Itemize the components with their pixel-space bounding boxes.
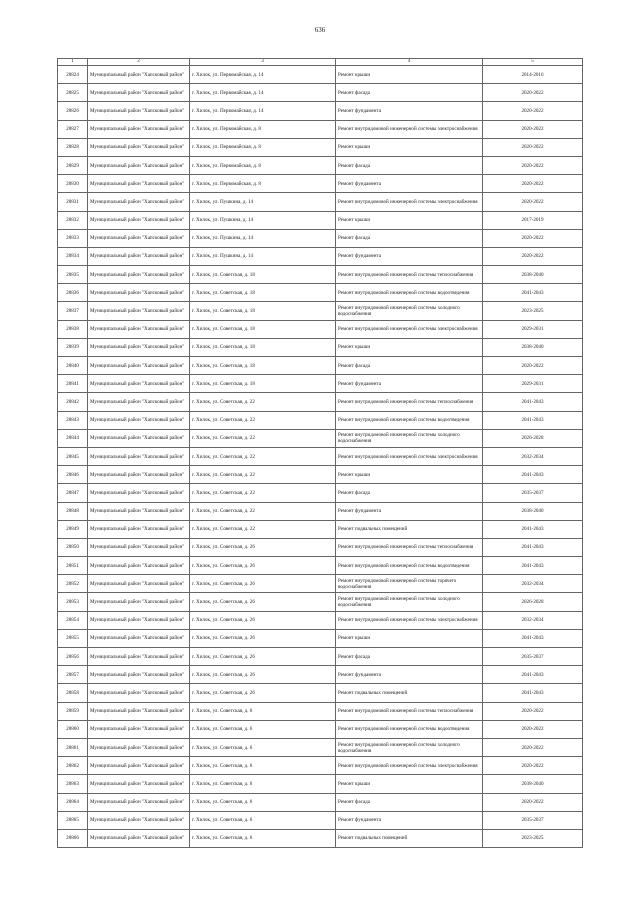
district-cell: Муниципальный район "Хапсковый район" — [88, 538, 190, 556]
row-number-cell: 28847 — [58, 484, 88, 502]
column-header: 3 — [190, 59, 336, 66]
table-row — [58, 447, 583, 465]
table-row — [58, 738, 583, 756]
district-cell: Муниципальный район "Хапсковый район" — [88, 429, 190, 447]
period-cell: 2014-2016 — [483, 66, 583, 84]
period-cell: 2020-2022 — [483, 357, 583, 375]
district-cell: Муниципальный район "Хапсковый район" — [88, 411, 190, 429]
work-type-cell: Ремонт фасада — [336, 156, 483, 174]
table-row — [58, 84, 583, 102]
work-type-cell: Ремонт внутридомовой инженерной системы теплоснабжения — [336, 702, 483, 720]
period-cell: 2041-2043 — [483, 538, 583, 556]
work-type-cell: Ремонт внутридомовой инженерной системы электроснабжения — [336, 320, 483, 338]
period-cell: 2029-2031 — [483, 320, 583, 338]
district-cell: Муниципальный район "Хапсковый район" — [88, 757, 190, 775]
period-cell: 2026-2028 — [483, 593, 583, 611]
district-cell: Муниципальный район "Хапсковый район" — [88, 447, 190, 465]
district-cell: Муниципальный район "Хапсковый район" — [88, 84, 190, 102]
period-cell: 2020-2022 — [483, 84, 583, 102]
period-cell: 2017-2019 — [483, 211, 583, 229]
table-row — [58, 702, 583, 720]
work-type-cell: Ремонт фасада — [336, 357, 483, 375]
address-cell: г. Хилок, ул. Первомайская, д. 14 — [190, 84, 336, 102]
work-type-cell: Ремонт подвальных помещений — [336, 684, 483, 702]
row-number-cell: 28862 — [58, 757, 88, 775]
row-number-cell: 28841 — [58, 375, 88, 393]
district-cell: Муниципальный район "Хапсковый район" — [88, 738, 190, 756]
period-cell: 2038-2040 — [483, 266, 583, 284]
district-cell: Муниципальный район "Хапсковый район" — [88, 684, 190, 702]
district-cell: Муниципальный район "Хапсковый район" — [88, 520, 190, 538]
table-row — [58, 102, 583, 120]
row-number-cell: 28846 — [58, 466, 88, 484]
row-number-cell: 28852 — [58, 575, 88, 593]
row-number-cell: 28836 — [58, 284, 88, 302]
column-header: 2 — [88, 59, 190, 66]
table-row — [58, 629, 583, 647]
row-number-cell: 28839 — [58, 338, 88, 356]
period-cell: 2041-2043 — [483, 520, 583, 538]
table-row — [58, 611, 583, 629]
period-cell: 2023-2025 — [483, 829, 583, 847]
table-row — [58, 520, 583, 538]
table-row — [58, 829, 583, 847]
address-cell: г. Хилок, ул. Советская, д. 26 — [190, 684, 336, 702]
period-cell: 2032-2034 — [483, 575, 583, 593]
work-type-cell: Ремонт крыши — [336, 466, 483, 484]
work-type-cell: Ремонт внутридомовой инженерной системы электроснабжения — [336, 120, 483, 138]
table-row — [58, 484, 583, 502]
row-number-cell: 28856 — [58, 648, 88, 666]
address-cell: г. Хилок, ул. Советская, д. 22 — [190, 393, 336, 411]
table-row — [58, 66, 583, 84]
table-row — [58, 357, 583, 375]
district-cell: Муниципальный район "Хапсковый район" — [88, 66, 190, 84]
table-row — [58, 466, 583, 484]
district-cell: Муниципальный район "Хапсковый район" — [88, 793, 190, 811]
row-number-cell: 28860 — [58, 720, 88, 738]
district-cell: Муниципальный район "Хапсковый район" — [88, 829, 190, 847]
work-type-cell: Ремонт крыши — [336, 211, 483, 229]
period-cell: 2041-2043 — [483, 666, 583, 684]
work-type-cell: Ремонт фасада — [336, 793, 483, 811]
address-cell: г. Хилок, ул. Первомайская, д. 8 — [190, 138, 336, 156]
table-row — [58, 557, 583, 575]
period-cell: 2020-2022 — [483, 702, 583, 720]
row-number-cell: 28849 — [58, 520, 88, 538]
district-cell: Муниципальный район "Хапсковый район" — [88, 229, 190, 247]
period-cell: 2020-2022 — [483, 102, 583, 120]
row-number-cell: 28859 — [58, 702, 88, 720]
row-number-cell: 28857 — [58, 666, 88, 684]
address-cell: г. Хилок, ул. Советская, д. 22 — [190, 466, 336, 484]
work-type-cell: Ремонт подвальных помещений — [336, 829, 483, 847]
address-cell: г. Хилок, ул. Советская, д. 22 — [190, 447, 336, 465]
row-number-cell: 28827 — [58, 120, 88, 138]
row-number-cell: 28833 — [58, 229, 88, 247]
district-cell: Муниципальный район "Хапсковый район" — [88, 120, 190, 138]
row-number-cell: 28834 — [58, 247, 88, 265]
period-cell: 2023-2025 — [483, 302, 583, 320]
address-cell: г. Хилок, ул. Советская, д. 6 — [190, 757, 336, 775]
address-cell: г. Хилок, ул. Первомайская, д. 14 — [190, 66, 336, 84]
district-cell: Муниципальный район "Хапсковый район" — [88, 247, 190, 265]
address-cell: г. Хилок, ул. Советская, д. 6 — [190, 829, 336, 847]
work-type-cell: Ремонт фундамента — [336, 375, 483, 393]
work-type-cell: Ремонт крыши — [336, 138, 483, 156]
district-cell: Муниципальный район "Хапсковый район" — [88, 357, 190, 375]
column-header: 5 — [483, 59, 583, 66]
table-row — [58, 666, 583, 684]
table-row — [58, 393, 583, 411]
period-cell: 2041-2043 — [483, 684, 583, 702]
address-cell: г. Хилок, ул. Советская, д. 18 — [190, 320, 336, 338]
district-cell: Муниципальный район "Хапсковый район" — [88, 502, 190, 520]
table-body — [58, 59, 583, 848]
address-cell: г. Хилок, ул. Советская, д. 18 — [190, 266, 336, 284]
row-number-cell: 28858 — [58, 684, 88, 702]
table-row — [58, 793, 583, 811]
district-cell: Муниципальный район "Хапсковый район" — [88, 393, 190, 411]
period-cell: 2020-2022 — [483, 720, 583, 738]
period-cell: 2026-2028 — [483, 429, 583, 447]
row-number-cell: 28829 — [58, 156, 88, 174]
row-number-cell: 28861 — [58, 738, 88, 756]
row-number-cell: 28830 — [58, 175, 88, 193]
table-row — [58, 229, 583, 247]
row-number-cell: 28828 — [58, 138, 88, 156]
period-cell: 2041-2043 — [483, 466, 583, 484]
address-cell: г. Хилок, ул. Советская, д. 26 — [190, 593, 336, 611]
address-cell: г. Хилок, ул. Пушкина, д. 14 — [190, 193, 336, 211]
period-cell: 2020-2022 — [483, 793, 583, 811]
work-type-cell: Ремонт фундамента — [336, 175, 483, 193]
district-cell: Муниципальный район "Хапсковый район" — [88, 193, 190, 211]
period-cell: 2035-2037 — [483, 648, 583, 666]
table-row — [58, 720, 583, 738]
work-type-cell: Ремонт крыши — [336, 629, 483, 647]
district-cell: Муниципальный район "Хапсковый район" — [88, 648, 190, 666]
period-cell: 2020-2022 — [483, 138, 583, 156]
work-type-cell: Ремонт фасада — [336, 229, 483, 247]
period-cell: 2038-2040 — [483, 775, 583, 793]
work-type-cell: Ремонт крыши — [336, 775, 483, 793]
row-number-cell: 28851 — [58, 557, 88, 575]
address-cell: г. Хилок, ул. Советская, д. 6 — [190, 720, 336, 738]
period-cell: 2020-2022 — [483, 193, 583, 211]
work-type-cell: Ремонт фасада — [336, 484, 483, 502]
table-row — [58, 575, 583, 593]
address-cell: г. Хилок, ул. Пушкина, д. 14 — [190, 229, 336, 247]
row-number-cell: 28825 — [58, 84, 88, 102]
table-row — [58, 811, 583, 829]
period-cell: 2038-2040 — [483, 502, 583, 520]
address-cell: г. Хилок, ул. Советская, д. 6 — [190, 702, 336, 720]
period-cell: 2038-2040 — [483, 338, 583, 356]
table-row — [58, 302, 583, 320]
column-header: 1 — [58, 59, 88, 66]
work-type-cell: Ремонт внутридомовой инженерной системы теплоснабжения — [336, 538, 483, 556]
table-row — [58, 538, 583, 556]
district-cell: Муниципальный район "Хапсковый район" — [88, 775, 190, 793]
district-cell: Муниципальный район "Хапсковый район" — [88, 593, 190, 611]
district-cell: Муниципальный район "Хапсковый район" — [88, 466, 190, 484]
district-cell: Муниципальный район "Хапсковый район" — [88, 175, 190, 193]
table-row — [58, 338, 583, 356]
table-row — [58, 648, 583, 666]
table-row — [58, 138, 583, 156]
district-cell: Муниципальный район "Хапсковый район" — [88, 702, 190, 720]
district-cell: Муниципальный район "Хапсковый район" — [88, 611, 190, 629]
table-row — [58, 429, 583, 447]
table-row — [58, 120, 583, 138]
work-type-cell: Ремонт внутридомовой инженерной системы электроснабжения — [336, 193, 483, 211]
work-type-cell: Ремонт подвальных помещений — [336, 520, 483, 538]
repair-schedule-table — [57, 58, 583, 848]
row-number-cell: 28837 — [58, 302, 88, 320]
row-number-cell: 28845 — [58, 447, 88, 465]
work-type-cell: Ремонт фундамента — [336, 247, 483, 265]
period-cell: 2020-2022 — [483, 757, 583, 775]
work-type-cell: Ремонт внутридомовой инженерной системы электроснабжения — [336, 611, 483, 629]
row-number-cell: 28824 — [58, 66, 88, 84]
address-cell: г. Хилок, ул. Советская, д. 18 — [190, 357, 336, 375]
work-type-cell: Ремонт фасада — [336, 84, 483, 102]
district-cell: Муниципальный район "Хапсковый район" — [88, 575, 190, 593]
row-number-cell: 28850 — [58, 538, 88, 556]
work-type-cell: Ремонт внутридомовой инженерной системы холодного водоснабжения — [336, 302, 483, 320]
address-cell: г. Хилок, ул. Советская, д. 18 — [190, 338, 336, 356]
period-cell: 2020-2022 — [483, 156, 583, 174]
period-cell: 2032-2034 — [483, 611, 583, 629]
table-row — [58, 193, 583, 211]
row-number-cell: 28844 — [58, 429, 88, 447]
district-cell: Муниципальный район "Хапсковый район" — [88, 320, 190, 338]
period-cell: 2041-2043 — [483, 411, 583, 429]
district-cell: Муниципальный район "Хапсковый район" — [88, 629, 190, 647]
address-cell: г. Хилок, ул. Первомайская, д. 8 — [190, 156, 336, 174]
work-type-cell: Ремонт фундамента — [336, 102, 483, 120]
row-number-cell: 28831 — [58, 193, 88, 211]
address-cell: г. Хилок, ул. Пушкина, д. 14 — [190, 247, 336, 265]
table-row — [58, 411, 583, 429]
district-cell: Муниципальный район "Хапсковый район" — [88, 156, 190, 174]
period-cell: 2029-2031 — [483, 375, 583, 393]
table-row — [58, 156, 583, 174]
table-row — [58, 284, 583, 302]
period-cell: 2032-2034 — [483, 447, 583, 465]
row-number-cell: 28832 — [58, 211, 88, 229]
work-type-cell: Ремонт внутридомовой инженерной системы водоотведения — [336, 411, 483, 429]
district-cell: Муниципальный район "Хапсковый район" — [88, 811, 190, 829]
row-number-cell: 28865 — [58, 811, 88, 829]
table-row — [58, 757, 583, 775]
row-number-cell: 28866 — [58, 829, 88, 847]
address-cell: г. Хилок, ул. Советская, д. 22 — [190, 520, 336, 538]
work-type-cell: Ремонт крыши — [336, 338, 483, 356]
table-row — [58, 175, 583, 193]
period-cell: 2035-2037 — [483, 484, 583, 502]
address-cell: г. Хилок, ул. Советская, д. 26 — [190, 629, 336, 647]
work-type-cell: Ремонт внутридомовой инженерной системы холодного водоснабжения — [336, 593, 483, 611]
row-number-cell: 28826 — [58, 102, 88, 120]
row-number-cell: 28838 — [58, 320, 88, 338]
table-row — [58, 684, 583, 702]
work-type-cell: Ремонт крыши — [336, 66, 483, 84]
table-row — [58, 375, 583, 393]
column-number-row — [58, 59, 583, 66]
work-type-cell: Ремонт внутридомовой инженерной системы теплоснабжения — [336, 266, 483, 284]
work-type-cell: Ремонт внутридомовой инженерной системы водоотведения — [336, 720, 483, 738]
period-cell: 2020-2022 — [483, 175, 583, 193]
address-cell: г. Хилок, ул. Советская, д. 22 — [190, 411, 336, 429]
district-cell: Муниципальный район "Хапсковый район" — [88, 102, 190, 120]
table-row — [58, 502, 583, 520]
work-type-cell: Ремонт внутридомовой инженерной системы горячего водоснабжения — [336, 575, 483, 593]
table-row — [58, 320, 583, 338]
row-number-cell: 28840 — [58, 357, 88, 375]
address-cell: г. Хилок, ул. Советская, д. 26 — [190, 575, 336, 593]
address-cell: г. Хилок, ул. Советская, д. 26 — [190, 611, 336, 629]
address-cell: г. Хилок, ул. Первомайская, д. 8 — [190, 120, 336, 138]
address-cell: г. Хилок, ул. Советская, д. 18 — [190, 375, 336, 393]
work-type-cell: Ремонт внутридомовой инженерной системы водоотведения — [336, 557, 483, 575]
district-cell: Муниципальный район "Хапсковый район" — [88, 666, 190, 684]
work-type-cell: Ремонт фундамента — [336, 811, 483, 829]
period-cell: 2020-2022 — [483, 247, 583, 265]
table-row — [58, 593, 583, 611]
period-cell: 2041-2043 — [483, 284, 583, 302]
district-cell: Муниципальный район "Хапсковый район" — [88, 484, 190, 502]
table-row — [58, 266, 583, 284]
period-cell: 2020-2022 — [483, 229, 583, 247]
work-type-cell: Ремонт внутридомовой инженерной системы холодного водоснабжения — [336, 738, 483, 756]
work-type-cell: Ремонт фундамента — [336, 666, 483, 684]
period-cell: 2020-2022 — [483, 738, 583, 756]
row-number-cell: 28843 — [58, 411, 88, 429]
address-cell: г. Хилок, ул. Советская, д. 26 — [190, 666, 336, 684]
address-cell: г. Хилок, ул. Советская, д. 22 — [190, 429, 336, 447]
work-type-cell: Ремонт внутридомовой инженерной системы электроснабжения — [336, 447, 483, 465]
row-number-cell: 28848 — [58, 502, 88, 520]
row-number-cell: 28842 — [58, 393, 88, 411]
period-cell: 2041-2043 — [483, 393, 583, 411]
row-number-cell: 28835 — [58, 266, 88, 284]
address-cell: г. Хилок, ул. Советская, д. 22 — [190, 502, 336, 520]
district-cell: Муниципальный район "Хапсковый район" — [88, 720, 190, 738]
address-cell: г. Хилок, ул. Советская, д. 18 — [190, 302, 336, 320]
address-cell: г. Хилок, ул. Первомайская, д. 8 — [190, 175, 336, 193]
row-number-cell: 28863 — [58, 775, 88, 793]
work-type-cell: Ремонт фундамента — [336, 502, 483, 520]
period-cell: 2020-2022 — [483, 120, 583, 138]
work-type-cell: Ремонт внутридомовой инженерной системы теплоснабжения — [336, 393, 483, 411]
row-number-cell: 28855 — [58, 629, 88, 647]
work-type-cell: Ремонт фасада — [336, 648, 483, 666]
table-row — [58, 211, 583, 229]
table-row — [58, 247, 583, 265]
address-cell: г. Хилок, ул. Советская, д. 26 — [190, 557, 336, 575]
work-type-cell: Ремонт внутридомовой инженерной системы электроснабжения — [336, 757, 483, 775]
work-type-cell: Ремонт внутридомовой инженерной системы холодного водоснабжения — [336, 429, 483, 447]
address-cell: г. Хилок, ул. Советская, д. 18 — [190, 284, 336, 302]
address-cell: г. Хилок, ул. Советская, д. 6 — [190, 738, 336, 756]
period-cell: 2035-2037 — [483, 811, 583, 829]
district-cell: Муниципальный район "Хапсковый район" — [88, 557, 190, 575]
address-cell: г. Хилок, ул. Советская, д. 26 — [190, 648, 336, 666]
address-cell: г. Хилок, ул. Советская, д. 26 — [190, 538, 336, 556]
district-cell: Муниципальный район "Хапсковый район" — [88, 138, 190, 156]
district-cell: Муниципальный район "Хапсковый район" — [88, 302, 190, 320]
district-cell: Муниципальный район "Хапсковый район" — [88, 266, 190, 284]
table-row — [58, 775, 583, 793]
district-cell: Муниципальный район "Хапсковый район" — [88, 375, 190, 393]
work-type-cell: Ремонт внутридомовой инженерной системы водоотведения — [336, 284, 483, 302]
district-cell: Муниципальный район "Хапсковый район" — [88, 211, 190, 229]
address-cell: г. Хилок, ул. Первомайская, д. 14 — [190, 102, 336, 120]
address-cell: г. Хилок, ул. Советская, д. 6 — [190, 793, 336, 811]
column-header: 4 — [336, 59, 483, 66]
district-cell: Муниципальный район "Хапсковый район" — [88, 284, 190, 302]
address-cell: г. Хилок, ул. Пушкина, д. 14 — [190, 211, 336, 229]
address-cell: г. Хилок, ул. Советская, д. 6 — [190, 775, 336, 793]
row-number-cell: 28854 — [58, 611, 88, 629]
address-cell: г. Хилок, ул. Советская, д. 6 — [190, 811, 336, 829]
row-number-cell: 28853 — [58, 593, 88, 611]
district-cell: Муниципальный район "Хапсковый район" — [88, 338, 190, 356]
address-cell: г. Хилок, ул. Советская, д. 22 — [190, 484, 336, 502]
page-number: 636 — [314, 26, 326, 34]
period-cell: 2041-2043 — [483, 557, 583, 575]
row-number-cell: 28864 — [58, 793, 88, 811]
period-cell: 2041-2043 — [483, 629, 583, 647]
